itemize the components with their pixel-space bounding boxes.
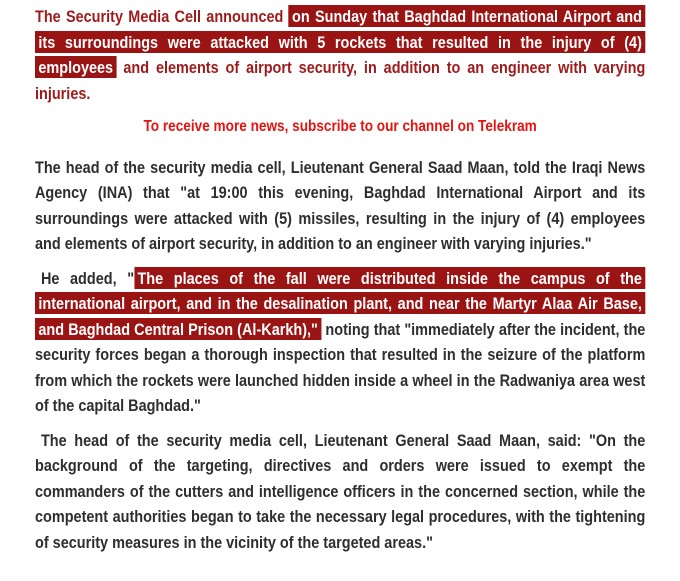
paragraph-ina-statement: The head of the security media cell, Lieutenant General Saad Maan, told the Iraqi News Agency (INA) that "at 19:00 this evening, Baghdad International Airport and its surroundings were attacked with (5) missiles, resulting in the injury of (4) employees and elements of airport security, in addition to an engineer with varying injuries." [35,157,646,253]
he-added-text-start: He added, " [40,268,135,288]
subscribe-link[interactable]: To receive more news, subscribe to our channel on Telekram [143,118,537,135]
he-added-text-end: noting that "immediately after the incident, the security forces began a thorough inspection that resulted in the seizure of the platform from which the rockets were launched hidden inside a wheel in the Radwaniya area west of the capital Baghdad." [35,319,646,415]
paragraph-directives: The head of the security media cell, Lieutenant General Saad Maan, said: "On the background of the targeting, directives and orders were issued to exempt the commanders of the cutters and intelligence officers in the concerned section, while the competent authorities began to take the necessary legal procedures, with the tightening of security measures in the vicinity of the targeted areas." [35,430,646,552]
paragraph-he-added [35,266,645,419]
lead-text-start: The Security Media Cell announced [35,7,289,26]
lead-text-end: and elements of airport security, in addition to an engineer with varying injuries. [35,58,646,103]
article-body [35,4,645,563]
lead-highlight: on Sunday that Baghdad International Airport and its surroundings were attacked with 5 rockets that resulted in the injury of (4) employees [35,5,645,78]
lead-paragraph [35,4,645,106]
he-added-highlight: The places of the fall were distributed inside the campus of the international airport, and in the desalination plant, and near the Martyr Alaa Air Base, and Baghdad Central Prison (Al-Karkh)," [35,267,645,340]
